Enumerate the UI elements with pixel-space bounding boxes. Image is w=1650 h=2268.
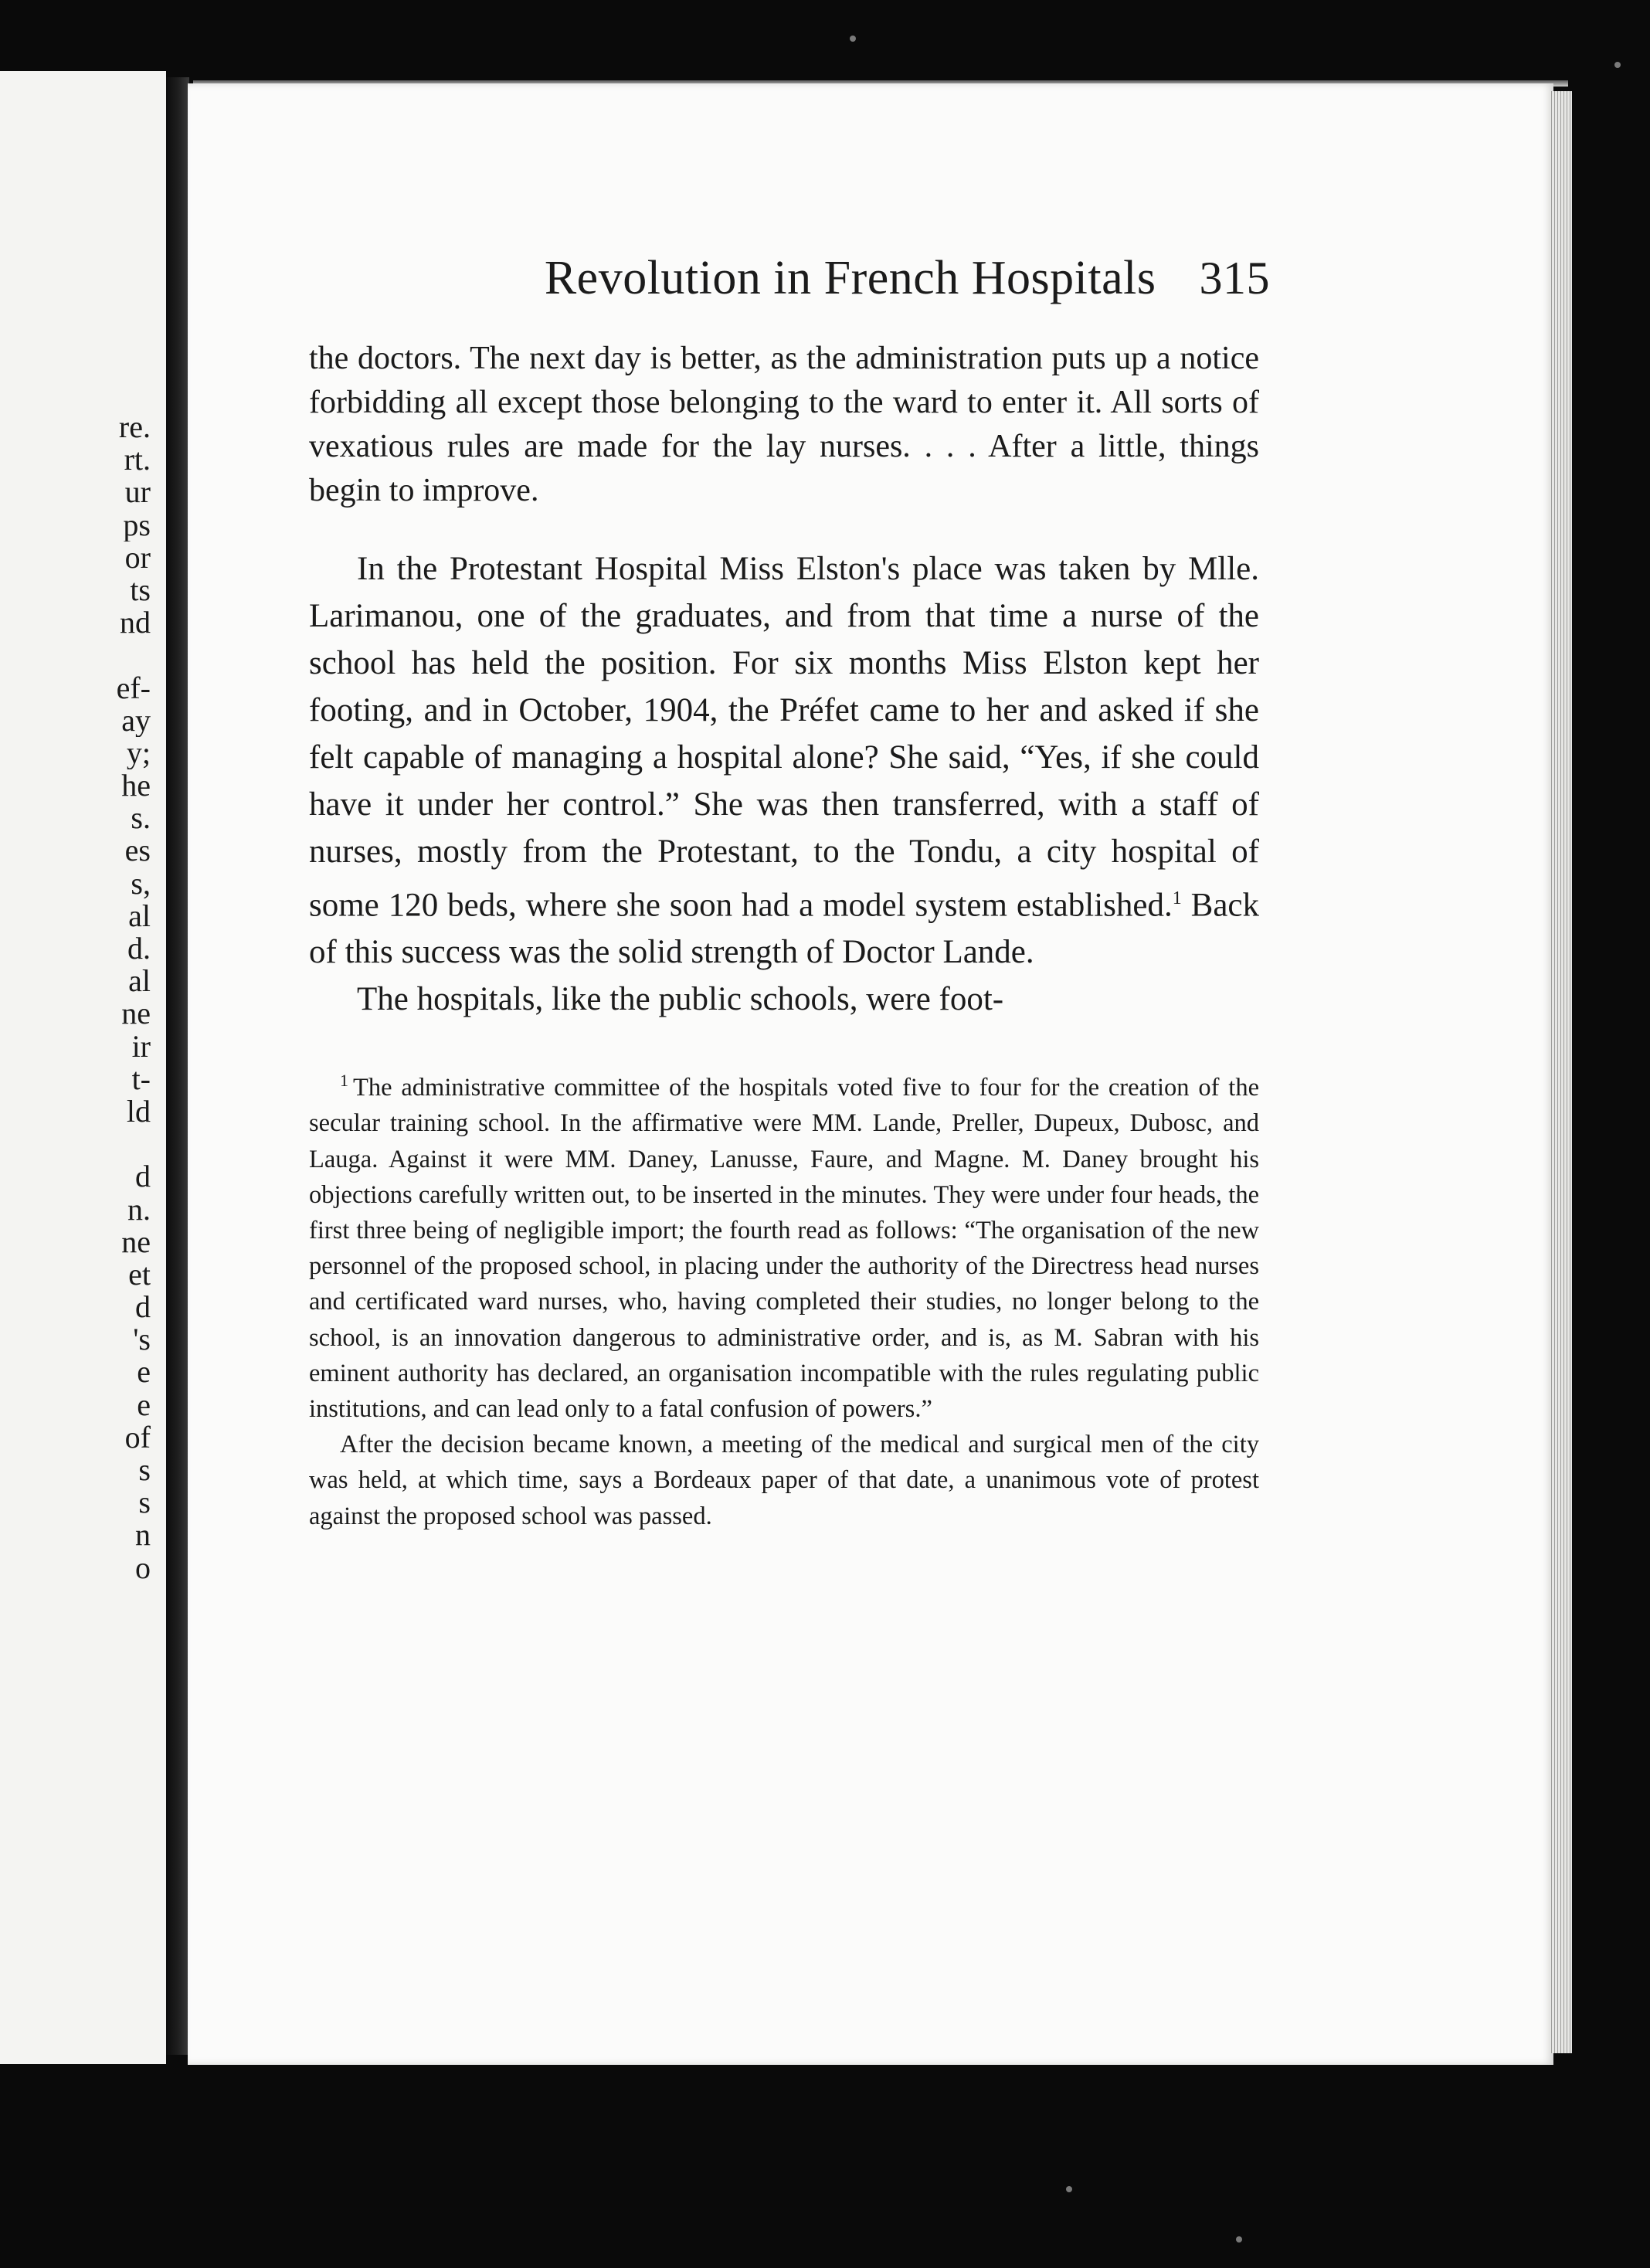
facing-page-fragment: y; xyxy=(126,736,151,770)
facing-page-fragment: n. xyxy=(127,1193,151,1226)
footnote-reference: 1 xyxy=(1172,888,1182,908)
footnote-mark: 1 xyxy=(340,1071,348,1091)
running-head xyxy=(309,247,1270,309)
paragraph-hospitals: The hospitals, like the public schools, were foot- xyxy=(357,981,1004,1018)
continued-paragraph: the doctors. The next day is better, as the administration puts up a notice forbidding all except those belonging to the ward to enter it. All sorts of vexatious rules are made for the lay nurses. . . . After a little, things begin to improve. xyxy=(309,341,1259,508)
facing-page-fragment: 's xyxy=(133,1323,151,1356)
facing-page-fragment: nd xyxy=(120,606,151,640)
facing-page-fragment: ay xyxy=(121,704,151,737)
facing-page-fragment: t- xyxy=(131,1062,151,1095)
facing-page-text-fragments xyxy=(0,411,166,1584)
scan-speck xyxy=(850,36,856,42)
scan-speck xyxy=(1614,62,1621,68)
facing-page-fragment: ur xyxy=(124,476,151,509)
facing-page-fragment: et xyxy=(128,1258,151,1292)
facing-page-fragment: al xyxy=(128,965,151,998)
facing-page-fragment: es xyxy=(124,834,151,867)
paragraph-protestant-hospital xyxy=(309,545,1259,976)
page-stack-edges xyxy=(1549,91,1572,2053)
paragraph-text: In the Protestant Hospital Miss Elston's place was taken by Mlle. Larimanou, one of the graduates, and from that time a nurse of the school has held the position. For six months Miss Elston kept her footing, and in October, 1904, the Préfet came to her and asked if she felt capable of managing a hospital alone? She said, “Yes, if she could have it under her control.” She was then transferred, with a staff of nurses, mostly from the Protestant, to the Tondu, a city hospital of some 120 beds, where she soon had a model system established. xyxy=(309,551,1259,924)
facing-page-fragment: s xyxy=(138,1454,151,1487)
facing-page-fragment xyxy=(0,1128,166,1160)
page-number: 315 xyxy=(1199,253,1270,304)
facing-page-fragment: s, xyxy=(131,867,151,900)
continued-paragraph-block xyxy=(309,337,1259,513)
page-content xyxy=(309,247,1270,1534)
facing-page-fragment: of xyxy=(124,1421,151,1454)
facing-page-fragment: s xyxy=(138,1486,151,1519)
footnotes xyxy=(309,1063,1259,1533)
facing-page-fragment: he xyxy=(121,769,151,803)
main-text-block xyxy=(309,545,1259,1023)
facing-page-fragment: o xyxy=(135,1551,151,1584)
facing-page-fragment xyxy=(0,639,166,671)
paragraph-text-end: Back of this success was the solid strength of Doctor Lande. xyxy=(309,887,1260,971)
facing-page-fragment: d. xyxy=(127,932,151,966)
scan-speck xyxy=(1236,2236,1242,2243)
facing-page-fragment: ne xyxy=(121,997,151,1030)
facing-page-fragment: or xyxy=(124,541,151,574)
running-head-title: Revolution in French Hospitals xyxy=(544,252,1156,304)
facing-page-fragment: ld xyxy=(126,1095,151,1129)
facing-page-fragment: e xyxy=(137,1388,151,1421)
facing-page-fragment: rt. xyxy=(124,443,151,477)
facing-page-fragment: e xyxy=(137,1356,151,1389)
facing-page-fragment: d xyxy=(135,1160,151,1193)
footnote-2: After the decision became known, a meeting of the medical and surgical men of the city was held, at which time, says a Bordeaux paper of that date, a unanimous vote of protest against the proposed school was passed. xyxy=(309,1431,1259,1530)
footnote-1 xyxy=(309,1063,1259,1427)
facing-page-fragment: d xyxy=(135,1291,151,1324)
facing-page-fragment: ir xyxy=(131,1030,151,1063)
book-gutter xyxy=(166,77,189,2055)
facing-page-fragment: ne xyxy=(121,1225,151,1258)
facing-page-fragment: s. xyxy=(131,802,151,835)
facing-page-fragment: re. xyxy=(118,411,151,444)
facing-page-fragment: ef- xyxy=(116,671,151,705)
scan-speck xyxy=(1066,2186,1072,2192)
facing-page-fragment: ts xyxy=(130,573,151,607)
footnote-1-text: The administrative committee of the hospitals voted five to four for the creation of the secular training school. In the affirmative were MM. Lande, Preller, Dupeux, Dubosc, and Lauga. Against it were MM. Daney, Lanusse, Faure, and Magne. M. Daney brought his objections carefully written out, to be inserted in the minutes. They were under four heads, the first three being of negligible import; the fourth read as follows: “The organisation of the new personnel of the proposed school, in placing under the authority of the Directress head nurses and certificated ward nurses, who, having completed their studies, no longer belong to the school, is an innovation dangerous to administrative order, and is, as M. Sabran with his eminent authority has declared, an organisation incompatible with the rules regulating public institutions, and can lead only to a fatal confusion of powers.” xyxy=(309,1074,1259,1423)
facing-page-fragment: n xyxy=(135,1519,151,1552)
facing-page-left xyxy=(0,71,166,2064)
facing-page-fragment: ps xyxy=(123,508,151,542)
facing-page-fragment: al xyxy=(128,899,151,932)
